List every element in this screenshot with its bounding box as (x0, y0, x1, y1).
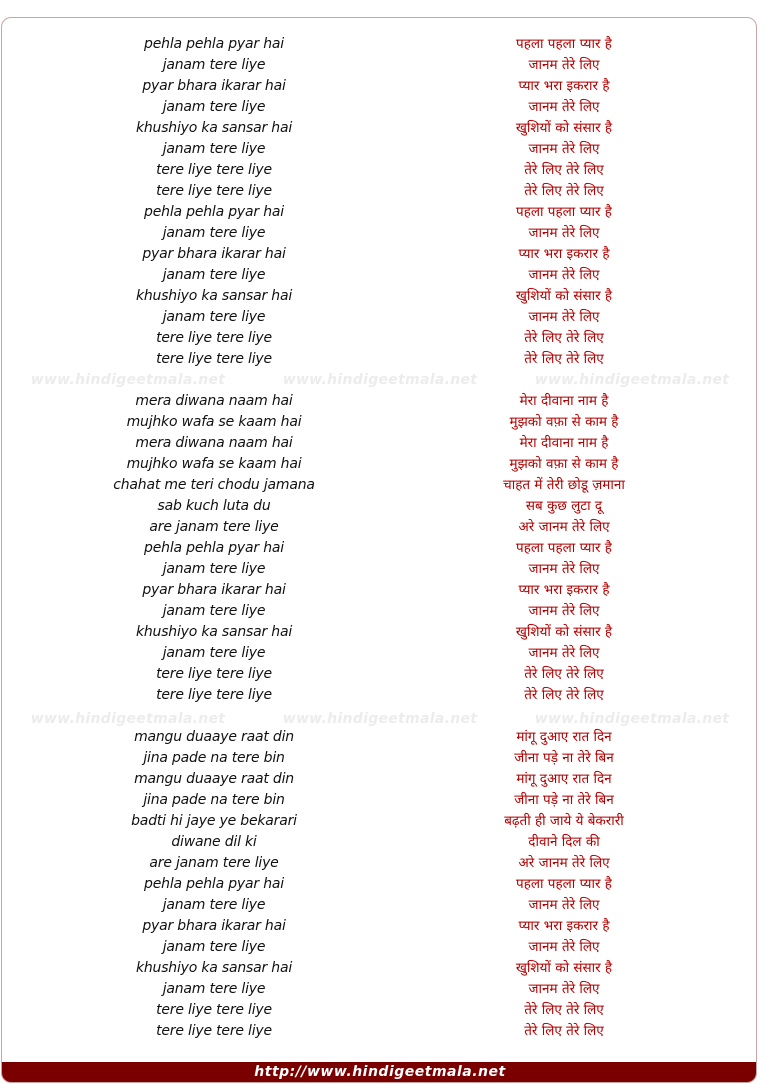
lyric-line-roman: janam tere liye (162, 267, 266, 283)
lyric-line-roman: khushiyo ka sansar hai (135, 624, 293, 640)
lyric-line-roman: mangu duaaye raat din (134, 729, 294, 745)
lyrics-card (1, 17, 757, 1083)
lyric-line-roman: janam tere liye (162, 981, 266, 997)
lyric-line-roman: janam tere liye (162, 603, 266, 619)
lyric-line-roman: badti hi jaye ye bekarari (131, 813, 297, 829)
lyric-line-roman: tere liye tere liye (156, 666, 272, 682)
lyric-line-hindi: मेरा दीवाना नाम है (519, 435, 609, 451)
watermark-text: www.hindigeetmala.net (30, 710, 226, 727)
lyric-line-roman: khushiyo ka sansar hai (135, 960, 293, 976)
lyric-line-hindi: जानम तेरे लिए (528, 309, 600, 325)
lyric-line-roman: tere liye tere liye (156, 351, 272, 367)
lyric-line-hindi: प्यार भरा इकरार है (518, 246, 610, 262)
lyric-line-roman: pyar bhara ikarar hai (142, 918, 286, 934)
lyric-line-hindi: तेरे लिए तेरे लिए (524, 351, 604, 367)
lyric-line-hindi: तेरे लिए तेरे लिए (524, 1002, 604, 1018)
lyric-line-hindi: मुझको वफ़ा से काम है (509, 456, 619, 472)
watermark-text: www.hindigeetmala.net (282, 371, 478, 388)
footer-url-link[interactable]: http://www.hindigeetmala.net (254, 1064, 506, 1080)
lyric-line-hindi: सब कुछ लुटा दू (525, 498, 603, 514)
lyric-line-hindi: खुशियों को संसार है (515, 288, 613, 304)
lyric-line-hindi: पहला पहला प्यार है (516, 540, 612, 556)
lyric-line-roman: chahat me teri chodu jamana (113, 477, 315, 493)
lyric-line-roman: are janam tere liye (149, 855, 279, 871)
lyric-line-hindi: खुशियों को संसार है (515, 960, 613, 976)
lyric-line-hindi: जानम तेरे लिए (528, 939, 600, 955)
lyric-line-hindi: जीना पड़े ना तेरे बिन (514, 750, 614, 766)
lyric-line-hindi: जानम तेरे लिए (528, 99, 600, 115)
lyric-line-roman: janam tere liye (162, 99, 266, 115)
lyric-line-roman: tere liye tere liye (156, 687, 272, 703)
watermark-text: www.hindigeetmala.net (534, 710, 730, 727)
watermark-text: www.hindigeetmala.net (534, 371, 730, 388)
lyric-line-hindi: जानम तेरे लिए (528, 141, 600, 157)
lyric-line-hindi: मुझको वफ़ा से काम है (509, 414, 619, 430)
lyric-line-roman: janam tere liye (162, 57, 266, 73)
lyric-line-hindi: खुशियों को संसार है (515, 120, 613, 136)
lyric-line-roman: pyar bhara ikarar hai (142, 246, 286, 262)
lyric-line-hindi: अरे जानम तेरे लिए (518, 855, 610, 871)
lyric-line-roman: mujhko wafa se kaam hai (126, 414, 302, 430)
lyric-line-hindi: पहला पहला प्यार है (516, 876, 612, 892)
lyric-line-hindi: जानम तेरे लिए (528, 897, 600, 913)
lyric-line-hindi: जानम तेरे लिए (528, 981, 600, 997)
lyric-line-roman: pyar bhara ikarar hai (142, 78, 286, 94)
lyric-line-hindi: जानम तेरे लिए (528, 645, 600, 661)
lyric-line-hindi: प्यार भरा इकरार है (518, 78, 610, 94)
lyric-line-roman: janam tere liye (162, 309, 266, 325)
watermark-row (2, 369, 757, 390)
lyric-line-roman: janam tere liye (162, 939, 266, 955)
lyric-line-roman: mera diwana naam hai (135, 393, 293, 409)
lyric-line-hindi: जीना पड़े ना तेरे बिन (514, 792, 614, 808)
lyric-line-roman: are janam tere liye (149, 519, 279, 535)
lyric-line-roman: khushiyo ka sansar hai (135, 288, 293, 304)
lyric-line-roman: mera diwana naam hai (135, 435, 293, 451)
lyric-line-hindi: जानम तेरे लिए (528, 267, 600, 283)
lyric-line-hindi: जानम तेरे लिए (528, 561, 600, 577)
hindi-lyrics-column (374, 34, 754, 1042)
lyric-line-roman: tere liye tere liye (156, 330, 272, 346)
lyric-line-hindi: बढ़ती ही जाये ये बेकरारी (504, 813, 624, 829)
lyric-line-hindi: तेरे लिए तेरे लिए (524, 183, 604, 199)
lyric-line-hindi: अरे जानम तेरे लिए (518, 519, 610, 535)
lyric-line-hindi: तेरे लिए तेरे लिए (524, 666, 604, 682)
roman-lyrics-column (24, 34, 404, 1042)
lyric-line-hindi: मांगू दुआए रात दिन (516, 729, 612, 745)
lyric-line-hindi: तेरे लिए तेरे लिए (524, 687, 604, 703)
lyric-line-hindi: मांगू दुआए रात दिन (516, 771, 612, 787)
lyric-line-roman: janam tere liye (162, 645, 266, 661)
lyric-line-hindi: प्यार भरा इकरार है (518, 582, 610, 598)
lyric-line-roman: pehla pehla pyar hai (144, 876, 284, 892)
lyric-line-hindi: प्यार भरा इकरार है (518, 918, 610, 934)
watermark-text: www.hindigeetmala.net (30, 371, 226, 388)
lyric-line-roman: jina pade na tere bin (143, 750, 285, 766)
lyric-line-roman: mangu duaaye raat din (134, 771, 294, 787)
lyric-line-roman: tere liye tere liye (156, 183, 272, 199)
lyric-line-roman: janam tere liye (162, 141, 266, 157)
lyric-line-hindi: दीवाने दिल की (528, 834, 600, 850)
lyric-line-hindi: चाहत में तेरी छोडू ज़माना (503, 477, 625, 493)
lyric-line-hindi: तेरे लिए तेरे लिए (524, 330, 604, 346)
watermark-text: www.hindigeetmala.net (282, 710, 478, 727)
lyric-line-roman: pehla pehla pyar hai (144, 204, 284, 220)
lyric-line-roman: khushiyo ka sansar hai (135, 120, 293, 136)
lyric-line-roman: jina pade na tere bin (143, 792, 285, 808)
lyric-line-hindi: जानम तेरे लिए (528, 225, 600, 241)
lyric-line-roman: janam tere liye (162, 897, 266, 913)
watermark-row (2, 708, 757, 729)
lyric-line-hindi: पहला पहला प्यार है (516, 204, 612, 220)
lyric-line-roman: tere liye tere liye (156, 1023, 272, 1039)
lyric-line-roman: mujhko wafa se kaam hai (126, 456, 302, 472)
lyric-line-roman: tere liye tere liye (156, 162, 272, 178)
lyric-line-roman: pehla pehla pyar hai (144, 36, 284, 52)
lyric-line-roman: pehla pehla pyar hai (144, 540, 284, 556)
lyric-line-roman: janam tere liye (162, 561, 266, 577)
lyric-line-roman: pyar bhara ikarar hai (142, 582, 286, 598)
lyric-line-hindi: खुशियों को संसार है (515, 624, 613, 640)
lyric-line-roman: janam tere liye (162, 225, 266, 241)
lyric-line-hindi: तेरे लिए तेरे लिए (524, 162, 604, 178)
lyric-line-roman: tere liye tere liye (156, 1002, 272, 1018)
lyric-line-hindi: जानम तेरे लिए (528, 57, 600, 73)
lyric-line-roman: sab kuch luta du (157, 498, 271, 514)
lyric-line-hindi: तेरे लिए तेरे लिए (524, 1023, 604, 1039)
lyric-line-hindi: पहला पहला प्यार है (516, 36, 612, 52)
lyric-line-hindi: जानम तेरे लिए (528, 603, 600, 619)
footer-bar (2, 1062, 757, 1082)
lyric-line-hindi: मेरा दीवाना नाम है (519, 393, 609, 409)
lyric-line-roman: diwane dil ki (171, 834, 257, 850)
